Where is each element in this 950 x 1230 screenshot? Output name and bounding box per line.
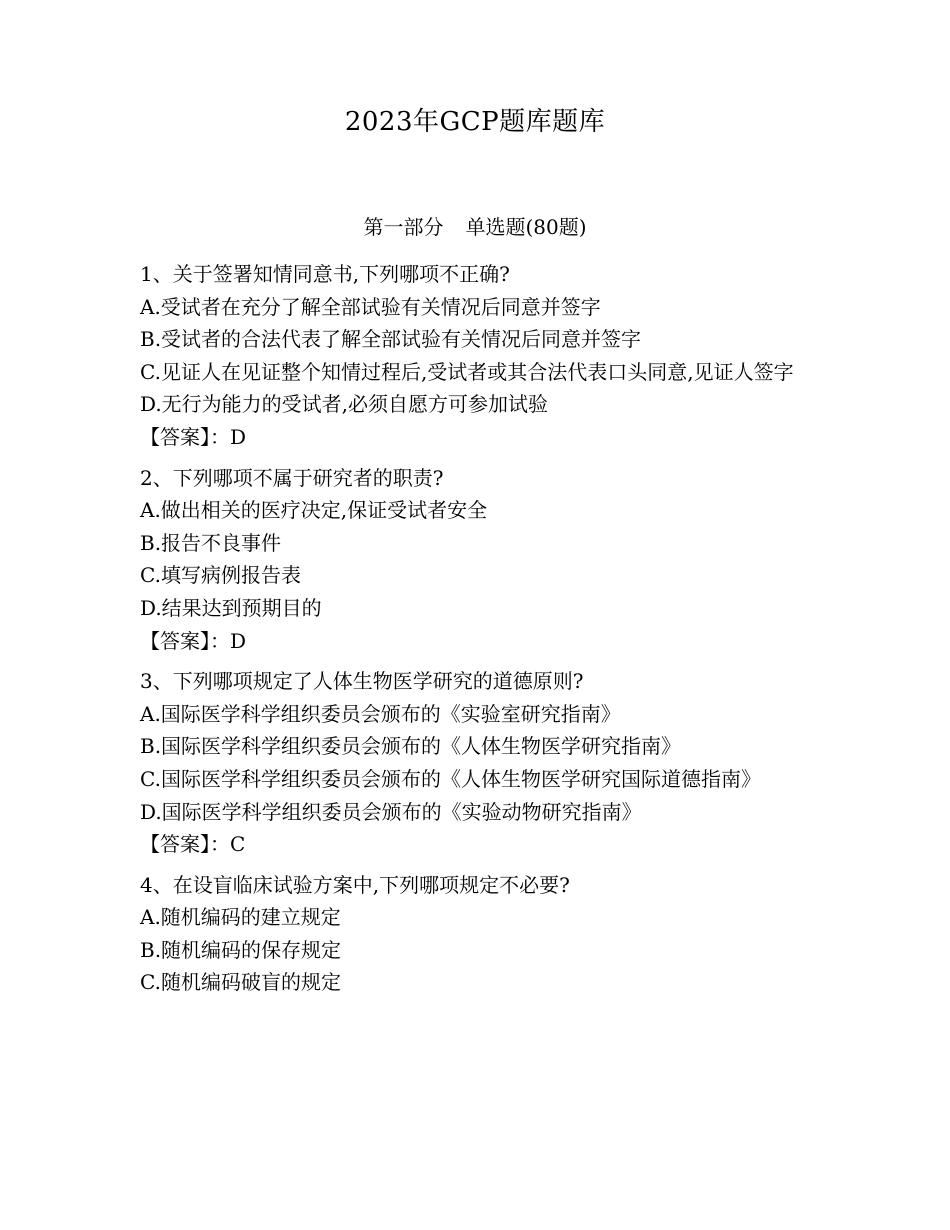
option-d: D.无行为能力的受试者,必须自愿方可参加试验 — [140, 392, 549, 417]
option-a: A.受试者在充分了解全部试验有关情况后同意并签字 — [140, 294, 601, 319]
option-a: A.国际医学科学组织委员会颁布的《实验室研究指南》 — [140, 701, 621, 726]
question-stem: 1、关于签署知情同意书,下列哪项不正确? — [140, 262, 510, 286]
answer-line — [140, 421, 810, 454]
question-list — [140, 258, 810, 1007]
answer-value: D — [230, 628, 247, 653]
question-4 — [140, 869, 810, 999]
section-name: 单选题(80题) — [465, 215, 587, 239]
section-part: 第一部分 — [363, 215, 444, 239]
option-d: D.结果达到预期目的 — [140, 595, 322, 620]
option-c: C.填写病例报告表 — [140, 563, 301, 588]
answer-label: 【答案】： — [140, 628, 230, 653]
answer-label: 【答案】： — [140, 832, 230, 857]
option-b: B.国际医学科学组织委员会颁布的《人体生物医学研究指南》 — [140, 734, 682, 759]
answer-label: 【答案】： — [140, 424, 230, 449]
question-stem: 2、下列哪项不属于研究者的职责? — [140, 465, 444, 490]
option-c: C.见证人在见证整个知情过程后,受试者或其合法代表口头同意,见证人签字 — [140, 359, 794, 384]
section-heading — [0, 212, 950, 242]
answer-line — [140, 828, 810, 861]
option-c: C.国际医学科学组织委员会颁布的《人体生物医学研究国际道德指南》 — [140, 766, 761, 791]
option-a: A.随机编码的建立规定 — [140, 905, 341, 930]
option-a: A.做出相关的医疗决定,保证受试者安全 — [140, 498, 488, 523]
question-2 — [140, 462, 810, 658]
answer-value: D — [230, 424, 247, 449]
option-b: B.随机编码的保存规定 — [140, 937, 342, 962]
question-1 — [140, 258, 810, 454]
question-stem: 3、下列哪项规定了人体生物医学研究的道德原则? — [140, 669, 584, 694]
option-b: B.报告不良事件 — [140, 530, 282, 555]
option-c: C.随机编码破盲的规定 — [140, 970, 341, 995]
document-title: 2023年GCP题库题库 — [344, 107, 606, 137]
option-b: B.受试者的合法代表了解全部试验有关情况后同意并签字 — [140, 327, 642, 352]
answer-line — [140, 625, 810, 658]
answer-value: C — [230, 832, 246, 857]
question-stem: 4、在设盲临床试验方案中,下列哪项规定不必要? — [140, 872, 570, 897]
question-3 — [140, 665, 810, 861]
option-d: D.国际医学科学组织委员会颁布的《实验动物研究指南》 — [140, 799, 642, 824]
